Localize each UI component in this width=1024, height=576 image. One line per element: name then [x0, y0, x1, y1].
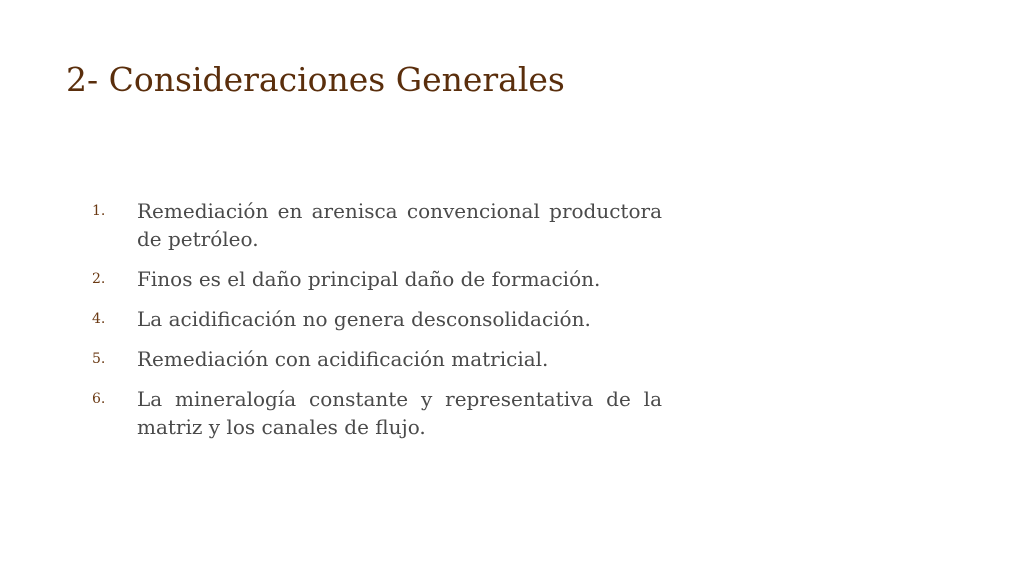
list-item-number: 2.	[92, 271, 106, 287]
list-item-number: 6.	[92, 391, 106, 407]
list-item	[92, 385, 662, 441]
list-item-text: La mineralogía constante y representativa de la matriz y los canales de flujo.	[137, 387, 662, 439]
list-item-number: 4.	[92, 311, 106, 327]
slide-title: 2- Consideraciones Generales	[66, 60, 565, 99]
list-item	[92, 265, 662, 293]
list-item-text: Remediación en arenisca convencional productora de petróleo.	[137, 199, 662, 251]
list-item	[92, 197, 662, 253]
list-item-text: Remediación con acidificación matricial.	[137, 347, 549, 371]
list-item-text: Finos es el daño principal daño de formación.	[137, 267, 601, 291]
considerations-list	[92, 197, 662, 453]
list-item	[92, 305, 662, 333]
list-item-text: La acidificación no genera desconsolidación.	[137, 307, 591, 331]
list-item-number: 1.	[92, 203, 106, 219]
list-item-number: 5.	[92, 351, 106, 367]
list-item	[92, 345, 662, 373]
